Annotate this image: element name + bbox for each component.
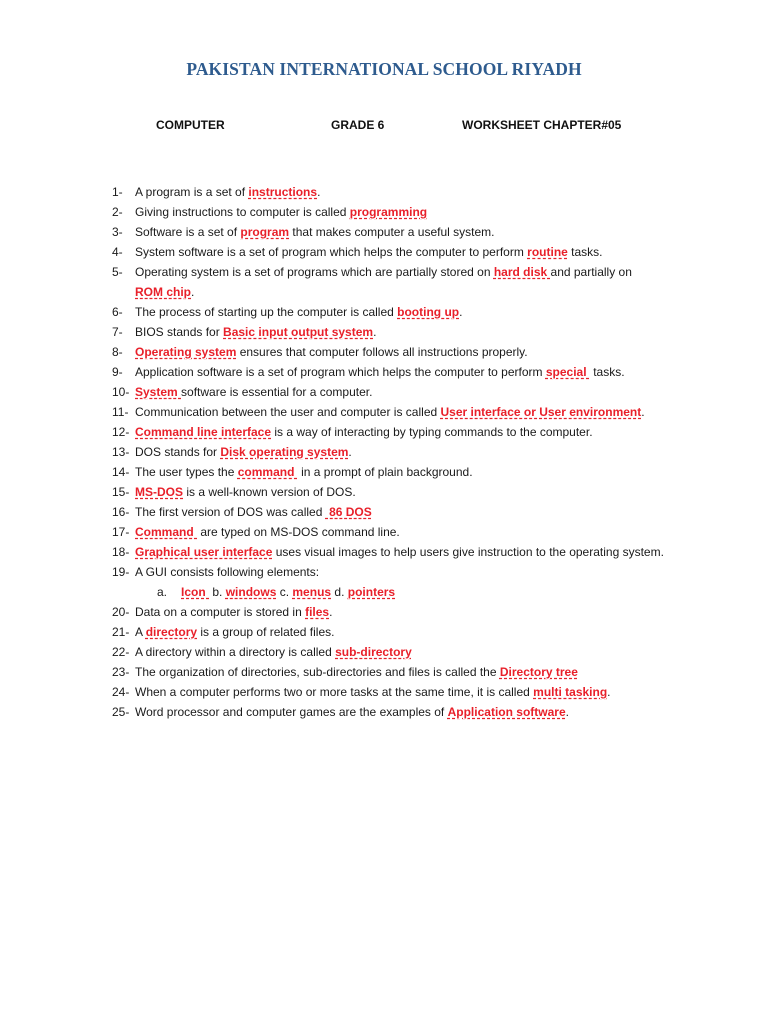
item-text	[135, 305, 462, 319]
question-text: System software is a set of program which helps the computer to perform	[135, 245, 528, 259]
question-text: Software is a set of	[135, 225, 241, 239]
answer-text: Disk operating system	[220, 445, 349, 459]
item-text	[135, 265, 635, 299]
item-text	[135, 445, 352, 459]
question-text: and partially on	[550, 265, 636, 279]
answer-text: directory	[145, 625, 198, 639]
list-item	[112, 442, 672, 462]
list-item	[112, 422, 672, 442]
school-title: PAKISTAN INTERNATIONAL SCHOOL RIYADH	[186, 59, 582, 79]
item-text	[135, 425, 593, 439]
question-text: is a group of related files.	[197, 625, 335, 639]
question-text: Operating system is a set of programs which are partially stored on	[135, 265, 494, 279]
answer-text: menus	[292, 585, 332, 599]
question-text: A GUI consists following elements:	[135, 565, 320, 579]
item-number: 20-	[112, 605, 130, 619]
answer-text: ROM chip	[135, 285, 191, 299]
question-text: Data on a computer is stored in	[135, 605, 306, 619]
answer-text: User interface or User environment	[440, 405, 642, 419]
item-text	[135, 345, 528, 359]
question-text: BIOS stands for	[135, 325, 224, 339]
item-text	[135, 685, 611, 699]
list-item	[112, 342, 672, 362]
list-sub-item	[112, 582, 672, 602]
list-item	[112, 202, 672, 222]
question-text: .	[348, 445, 352, 459]
list-item	[112, 222, 672, 242]
question-text: tasks.	[589, 365, 625, 379]
item-text	[135, 485, 356, 499]
list-item	[112, 482, 672, 502]
list-item	[112, 662, 672, 682]
answer-text: sub-directory	[335, 645, 412, 659]
item-number: 2-	[112, 205, 123, 219]
item-number: 12-	[112, 425, 130, 439]
answer-text: program	[240, 225, 290, 239]
answer-text: special	[545, 365, 590, 379]
list-item	[112, 502, 672, 522]
list-item	[112, 182, 672, 202]
item-number: 8-	[112, 345, 123, 359]
question-text: .	[565, 705, 569, 719]
question-text: .	[329, 605, 333, 619]
item-text	[135, 245, 603, 259]
answer-text: routine	[527, 245, 568, 259]
question-text: A program is a set of	[135, 185, 249, 199]
question-text: .	[191, 285, 195, 299]
item-number: a.	[157, 585, 168, 599]
question-text: is a well-known version of DOS.	[183, 485, 356, 499]
list-item	[112, 642, 672, 662]
item-text	[135, 405, 645, 419]
worksheet-header	[0, 118, 768, 138]
item-number: 1-	[112, 185, 123, 199]
answer-text: booting up	[397, 305, 460, 319]
item-text	[135, 205, 427, 219]
question-text: The user types the	[135, 465, 238, 479]
item-text	[135, 545, 664, 559]
question-text: Word processor and computer games are the examples of	[135, 705, 448, 719]
answer-text: programming	[349, 205, 428, 219]
answer-text: MS-DOS	[135, 485, 183, 499]
item-text	[135, 365, 625, 379]
question-text: .	[317, 185, 321, 199]
list-item	[112, 682, 672, 702]
question-text: The first version of DOS was called	[135, 505, 326, 519]
question-text: is a way of interacting by typing commands to the computer.	[271, 425, 593, 439]
answer-text: instructions	[248, 185, 318, 199]
item-number: 21-	[112, 625, 130, 639]
answer-text: multi tasking	[533, 685, 608, 699]
answer-text: windows	[225, 585, 277, 599]
question-text: are typed on MS-DOS command line.	[197, 525, 400, 539]
list-item	[112, 402, 672, 422]
answer-text: 86 DOS	[325, 505, 372, 519]
list-item	[112, 242, 672, 262]
list-item	[112, 562, 672, 582]
list-item	[112, 462, 672, 482]
question-text: Application software is a set of program which helps the computer to perform	[135, 365, 546, 379]
item-number: 23-	[112, 665, 130, 679]
question-text: that makes computer a useful system.	[289, 225, 495, 239]
subject-label: COMPUTER	[156, 118, 225, 132]
question-text: ensures that computer follows all instructions properly.	[236, 345, 528, 359]
list-item	[112, 602, 672, 622]
answer-text: Directory tree	[499, 665, 578, 679]
item-text	[135, 225, 495, 239]
item-text	[157, 582, 395, 602]
item-number: 7-	[112, 325, 123, 339]
item-text	[135, 505, 372, 519]
question-text: When a computer performs two or more tasks at the same time, it is called	[135, 685, 534, 699]
item-text	[135, 665, 578, 679]
question-text: .	[607, 685, 611, 699]
list-item	[112, 522, 672, 542]
question-text: A	[135, 625, 146, 639]
item-number: 14-	[112, 465, 130, 479]
question-text: d.	[331, 585, 348, 599]
answer-text: command	[237, 465, 298, 479]
item-text	[135, 605, 332, 619]
item-number: 17-	[112, 525, 130, 539]
list-item	[112, 382, 672, 402]
item-text	[135, 625, 334, 639]
answer-text: Graphical user interface	[135, 545, 273, 559]
answer-text: Command	[135, 525, 198, 539]
question-text: Communication between the user and computer is called	[135, 405, 441, 419]
item-number: 19-	[112, 565, 130, 579]
item-number: 9-	[112, 365, 123, 379]
answer-text: Application software	[447, 705, 566, 719]
list-item	[112, 362, 672, 382]
item-number: 15-	[112, 485, 130, 499]
list-item	[112, 622, 672, 642]
question-text: DOS stands for	[135, 445, 221, 459]
answer-text: Operating system	[135, 345, 237, 359]
answer-text: pointers	[347, 585, 396, 599]
item-number: 16-	[112, 505, 130, 519]
question-text: b.	[209, 585, 226, 599]
item-number: 22-	[112, 645, 130, 659]
question-text: The process of starting up the computer is called	[135, 305, 398, 319]
item-text	[135, 465, 473, 479]
question-text: c.	[276, 585, 293, 599]
item-number: 6-	[112, 305, 123, 319]
item-text	[135, 565, 319, 579]
question-list	[112, 182, 672, 722]
answer-text: Basic input output system	[223, 325, 374, 339]
item-number: 18-	[112, 545, 130, 559]
question-text: .	[641, 405, 645, 419]
question-text: uses visual images to help users give instruction to the operating system.	[272, 545, 664, 559]
item-number: 13-	[112, 445, 130, 459]
item-number: 25-	[112, 705, 130, 719]
list-item	[112, 262, 672, 302]
question-text: A directory within a directory is called	[135, 645, 336, 659]
answer-text: Command line interface	[135, 425, 272, 439]
item-number: 10-	[112, 385, 130, 399]
question-text: software is essential for a computer.	[181, 385, 373, 399]
item-text	[135, 325, 376, 339]
list-item	[112, 322, 672, 342]
question-text: in a prompt of plain background.	[297, 465, 473, 479]
item-number: 4-	[112, 245, 123, 259]
question-text: The organization of directories, sub-directories and files is called the	[135, 665, 500, 679]
worksheet-label: WORKSHEET CHAPTER#05	[462, 118, 622, 132]
item-text	[135, 525, 400, 539]
question-text: Giving instructions to computer is called	[135, 205, 350, 219]
answer-text: System	[135, 385, 182, 399]
item-number: 11-	[112, 405, 129, 419]
answer-text: files	[305, 605, 330, 619]
list-item	[112, 302, 672, 322]
answer-text: Icon	[181, 585, 210, 599]
item-text	[135, 385, 372, 399]
list-item	[112, 542, 672, 562]
item-text	[135, 185, 320, 199]
item-number: 3-	[112, 225, 123, 239]
question-text: tasks.	[567, 245, 603, 259]
question-text: .	[373, 325, 377, 339]
question-text: .	[459, 305, 463, 319]
list-item	[112, 702, 672, 722]
grade-label: GRADE 6	[331, 118, 385, 132]
item-text	[135, 705, 569, 719]
item-text	[135, 645, 412, 659]
answer-text: hard disk	[493, 265, 551, 279]
item-number: 5-	[112, 265, 123, 279]
item-number: 24-	[112, 685, 130, 699]
